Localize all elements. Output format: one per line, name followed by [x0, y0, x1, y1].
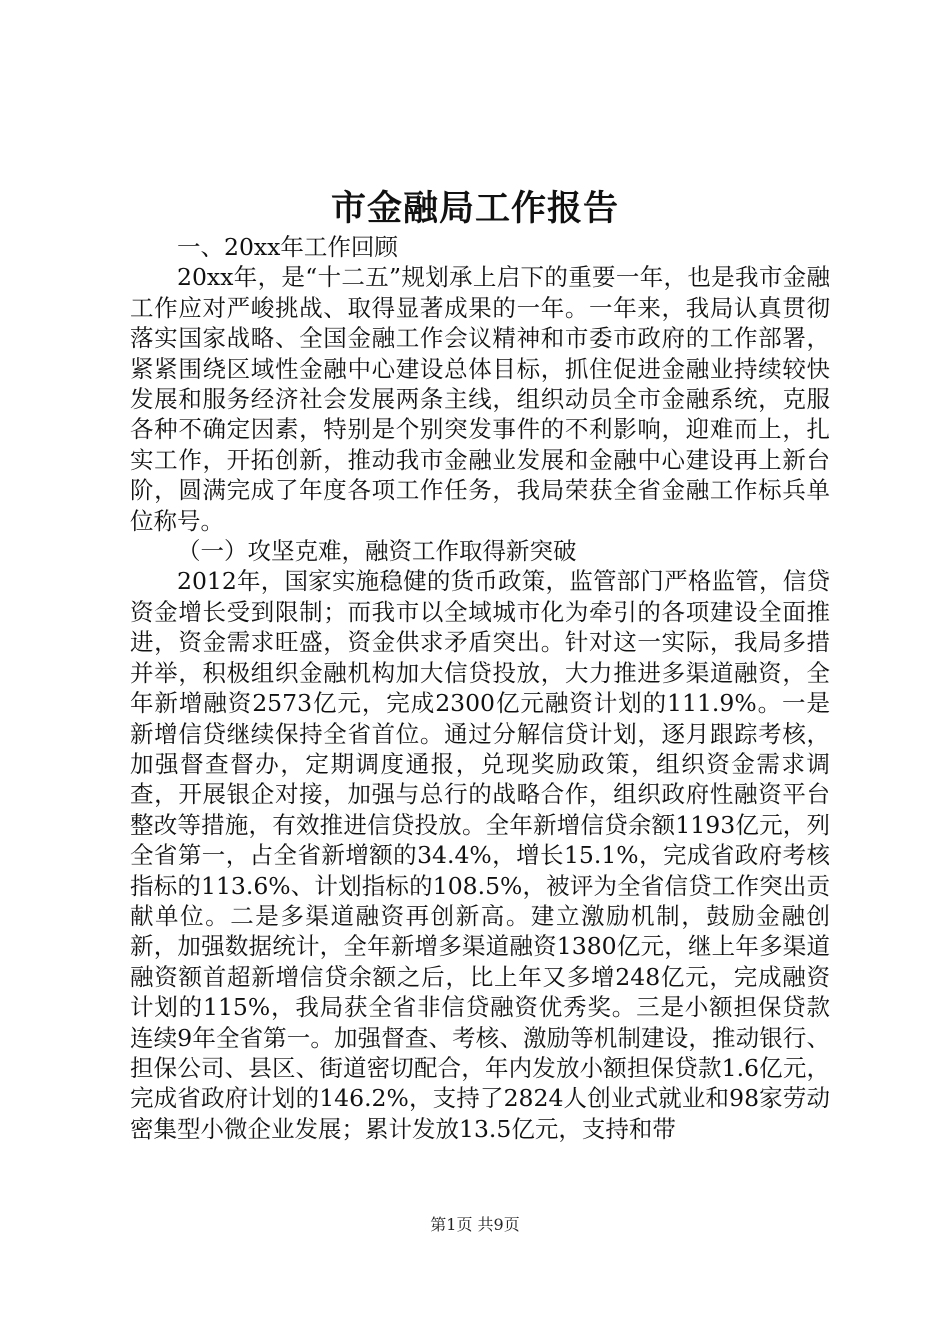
paragraph-financing: 2012年，国家实施稳健的货币政策，监管部门严格监管，信贷资金增长受到限制；而我市以全域城市化为牵引的各项建设全面推进，资金需求旺盛，资金供求矛盾突出。针对这一实际，我局多措并举，积极组织金融机构加大信贷投放，大力推进多渠道融资，全年新增融资2573亿元，完成2300亿元融资计划的111.9%。一是新增信贷继续保持全省首位。通过分解信贷计划，逐月跟踪考核，加强督查督办，定期调度通报，兑现奖励政策，组织资金需求调查，开展银企对接，加强与总行的战略合作，组织政府性融资平台整改等措施，有效推进信贷投放。全年新增信贷余额1193亿元，列全省第一，占全省新增额的34.4%，增长15.1%，完成省政府考核指标的113.6%、计划指标的108.5%，被评为全省信贷工作突出贡献单位。二是多渠道融资再创新高。建立激励机制，鼓励金融创新，加强数据统计，全年新增多渠道融资1380亿元，继上年多渠道融资额首超新增信贷余额之后，比上年又多增248亿元，完成融资计划的115%，我局获全省非信贷融资优秀奖。三是小额担保贷款连续9年全省第一。加强督查、考核、激励等机制建设，推动银行、担保公司、县区、街道密切配合，年内发放小额担保贷款1.6亿元，完成省政府计划的146.2%，支持了2824人创业式就业和98家劳动密集型小微企业发展；累计发放13.5亿元，支持和带 [130, 567, 830, 1143]
subsection-heading-financing: （一）攻坚克难，融资工作取得新突破 [177, 537, 577, 566]
page-number-footer: 第1页 共9页 [430, 1215, 520, 1234]
document-title: 市金融局工作报告 [330, 188, 619, 229]
document-body [130, 232, 830, 1144]
paragraph-overview: 20xx年，是“十二五”规划承上启下的重要一年，也是我市金融工作应对严峻挑战、取得显著成果的一年。一年来，我局认真贯彻落实国家战略、全国金融工作会议精神和市委市政府的工作部署，紧紧围绕区域性金融中心建设总体目标，抓住促进金融业持续较快发展和服务经济社会发展两条主线，组织动员全市金融系统，克服各种不确定因素，特别是个别突发事件的不利影响，迎难而上，扎实工作，开拓创新，推动我市金融业发展和金融中心建设再上新台阶，圆满完成了年度各项工作任务，我局荣获全省金融工作标兵单位称号。 [130, 263, 830, 535]
section-heading-review: 一、20xx年工作回顾 [177, 233, 398, 261]
